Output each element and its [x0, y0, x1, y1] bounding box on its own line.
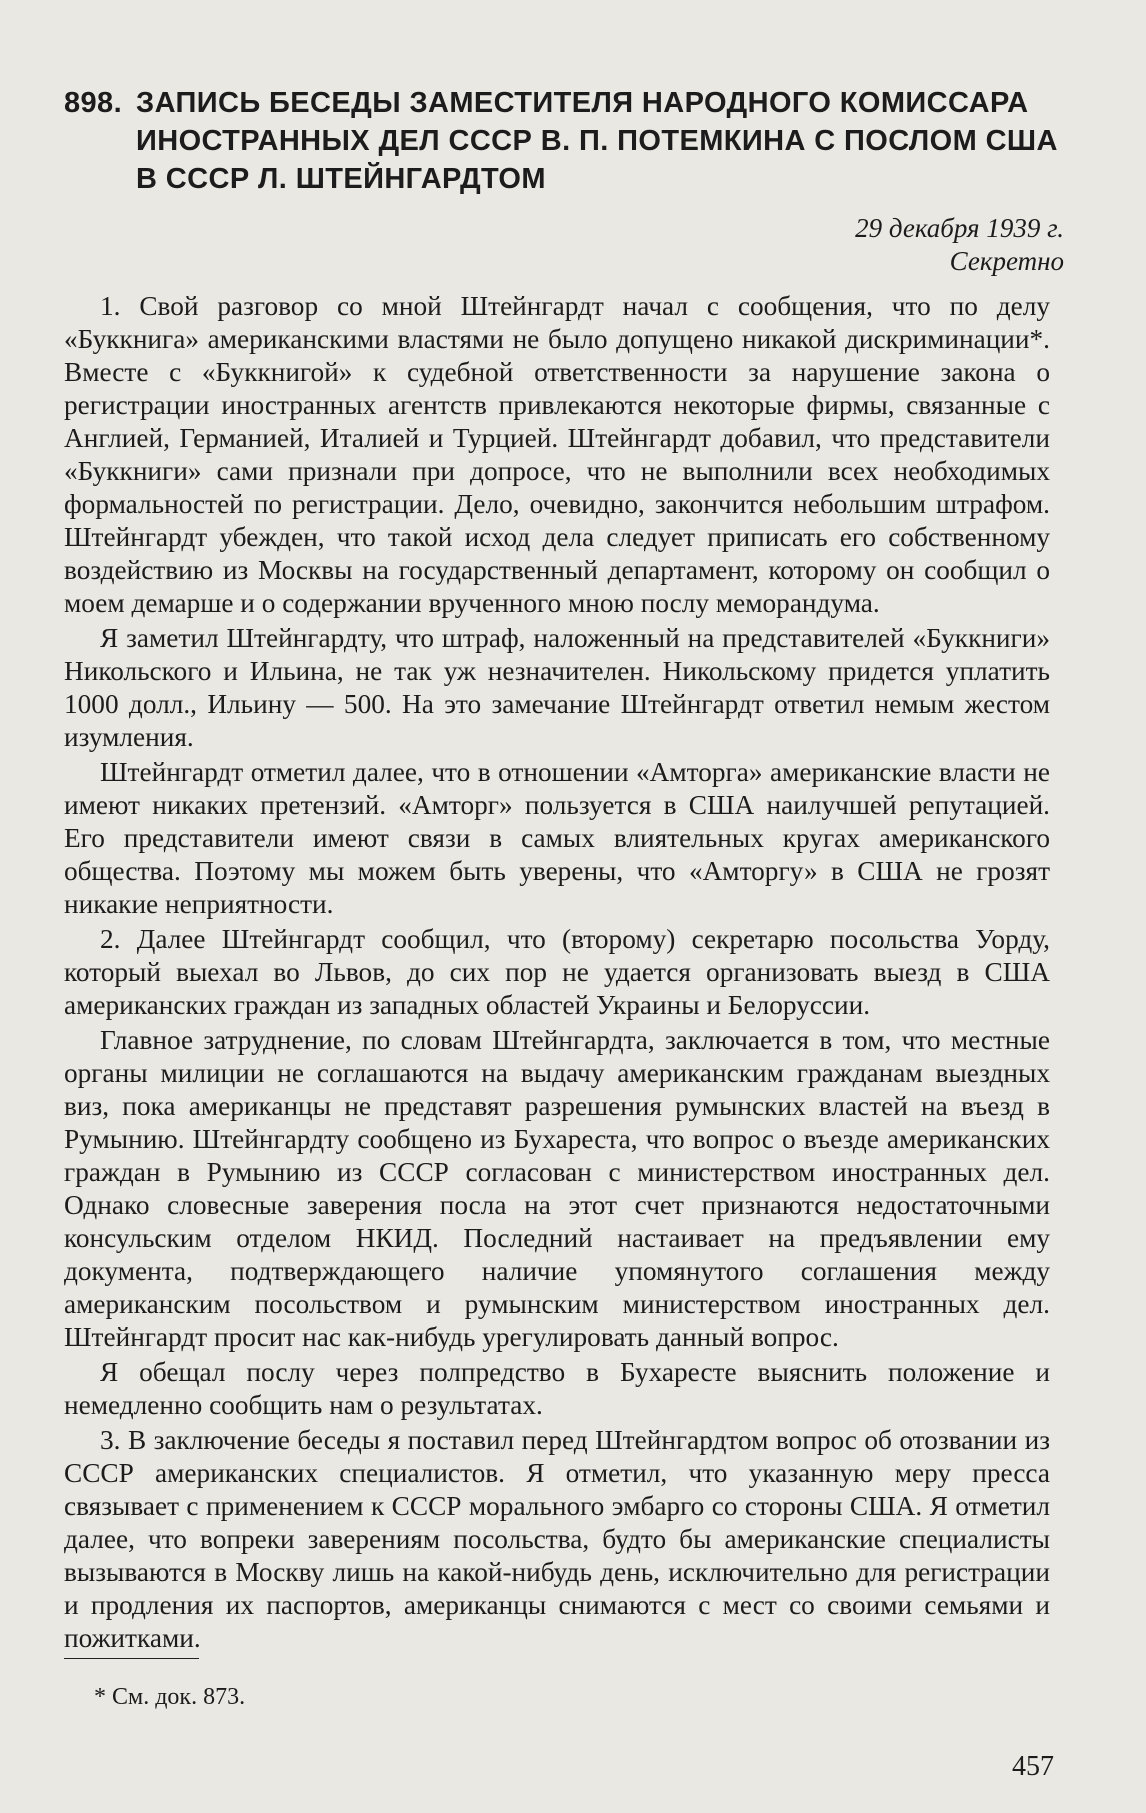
paragraph: 3. В заключение беседы я поставил перед Штейнгардтом вопрос об отозвании из СССР американских специалистов. Я отметил, что указанную меру пресса связывает с применением к СССР морального эмбарго со стороны США. Я отметил далее, что вопреки заверениям посольства, будто бы американские специалисты вызываются в Москву лишь на какой-нибудь день, исключительно для регистрации и продления их паспортов, американцы снимаются с мест со своими семьями и пожитками.	[64, 1425, 1050, 1653]
document-number: 898.	[64, 87, 123, 119]
paragraph: 1. Свой разговор со мной Штейнгардт начал с сообщения, что по делу «Буккнига» американскими властями не было допущено никакой дискриминации*. Вместе с «Буккнигой» к судебной ответственности за нарушение закона о регистрации иностранных агентств привлекаются некоторые фирмы, связанные с Англией, Германией, Италией и Турцией. Штейнгардт добавил, что представители «Буккниги» сами признали при допросе, что не выполнили всех необходимых формальностей по регистрации. Дело, очевидно, закончится небольшим штрафом. Штейнгардт убежден, что такой исход дела следует приписать его собственному воздействию из Москвы на государственный департамент, которому он сообщил о моем демарше и о содержании врученного мною послу меморандума.	[64, 291, 1050, 618]
document-meta	[855, 212, 1064, 278]
paragraph: Главное затруднение, по словам Штейнгардта, заключается в том, что местные органы милиции не соглашаются на выдачу американским гражданам выездных виз, пока американцы не представят разрешения румынских властей на въезд в Румынию. Штейнгардту сообщено из Бухареста, что вопрос о въезде американских граждан в Румынию из СССР согласован с министерством иностранных дел. Однако словесные заверения посла на этот счет признаются недостаточными консульским отделом НКИД. Последний настаивает на предъявлении ему документа, подтверждающего наличие упомянутого соглашения между американским посольством и румынским министерством иностранных дел. Штейнгардт просит нас как-нибудь урегулировать данный вопрос.	[64, 1025, 1050, 1352]
footnote-divider	[64, 1658, 199, 1659]
document-heading	[64, 84, 1064, 198]
document-date: 29 декабря 1939 г.	[855, 213, 1064, 243]
document-classification: Секретно	[949, 246, 1064, 276]
paragraph: Штейнгардт отметил далее, что в отношении «Амторга» американские власти не имеют никаких претензий. «Амторг» пользуется в США наилучшей репутацией. Его представители имеют связи в самых влиятельных кругах американского общества. Поэтому мы можем быть уверены, что «Амторгу» в США не грозят никакие неприятности.	[64, 757, 1050, 919]
document-title: ЗАПИСЬ БЕСЕДЫ ЗАМЕСТИТЕЛЯ НАРОДНОГО КОМИССАРА ИНОСТРАННЫХ ДЕЛ СССР В. П. ПОТЕМКИНА С ПОСЛОМ США В СССР Л. ШТЕЙНГАРДТОМ	[136, 87, 1058, 195]
paragraph: Я заметил Штейнгардту, что штраф, наложенный на представителей «Буккниги» Никольского и Ильина, не так уж незначителен. Никольскому придется уплатить 1000 долл., Ильину — 500. На это замечание Штейнгардт ответил немым жестом изумления.	[64, 623, 1050, 752]
paragraph: 2. Далее Штейнгардт сообщил, что (второму) секретарю посольства Уорду, который выехал во Львов, до сих пор не удается организовать выезд в США американских граждан из западных областей Украины и Белоруссии.	[64, 924, 1050, 1020]
footnote: * См. док. 873.	[94, 1684, 246, 1710]
paragraph: Я обещал послу через полпредство в Бухаресте выяснить положение и немедленно сообщить нам о результатах.	[64, 1357, 1050, 1420]
page-number: 457	[1012, 1751, 1054, 1782]
document-body	[64, 290, 1050, 1657]
